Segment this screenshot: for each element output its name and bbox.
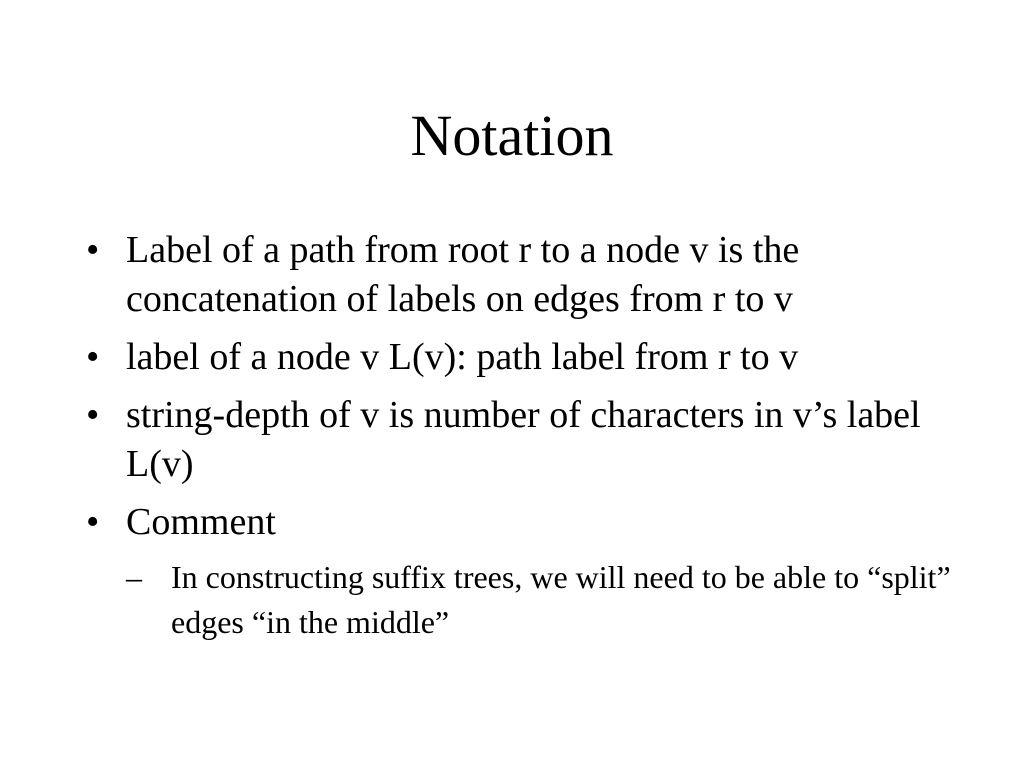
sub-bullet-marker: – — [126, 559, 142, 595]
bullet-marker: • — [86, 229, 100, 271]
sub-bullet-item — [126, 555, 966, 645]
slide-title: Notation — [410, 103, 614, 168]
bullet-text: string-depth of v is number of characters in v’s label L(v) — [126, 394, 921, 485]
bullet-item — [86, 333, 966, 382]
bullet-marker: • — [86, 394, 100, 436]
bullet-marker: • — [86, 501, 100, 543]
bullet-item — [86, 226, 966, 324]
sub-bullet-list — [126, 555, 966, 645]
bullet-list — [86, 226, 966, 654]
bullet-text: label of a node v L(v): path label from r to v — [126, 336, 799, 378]
bullet-text: Label of a path from root r to a node v is the concatenation of labels on edges from r to v — [126, 229, 800, 320]
sub-bullet-text: In constructing suffix trees, we will need to be able to “split” edges “in the middle” — [171, 559, 951, 640]
bullet-item — [86, 391, 966, 489]
bullet-marker: • — [86, 336, 100, 378]
bullet-item — [86, 498, 966, 645]
bullet-text: Comment — [126, 501, 276, 543]
